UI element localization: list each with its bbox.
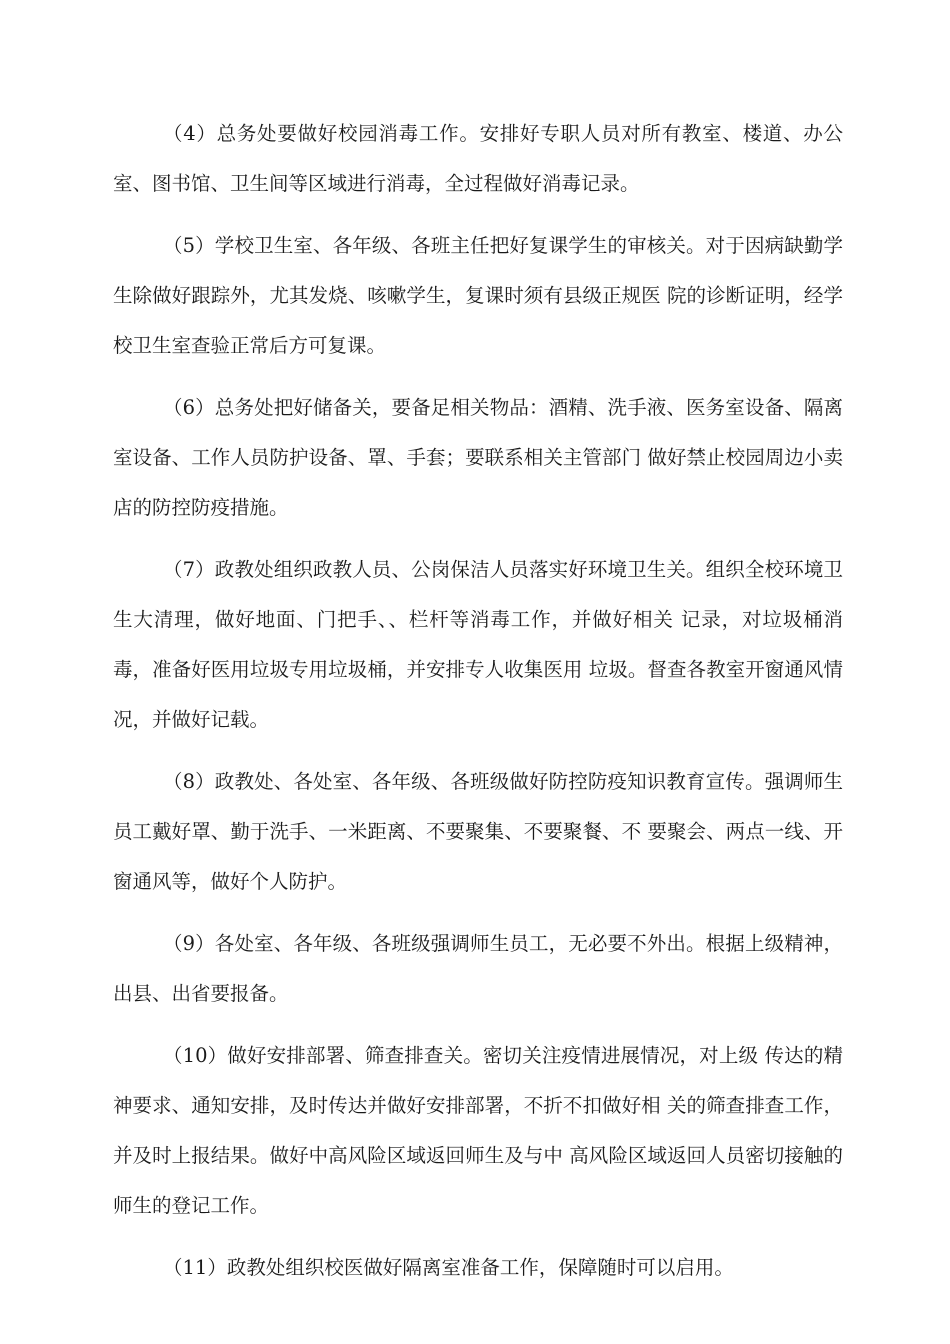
paragraph-item-4: （4）总务处要做好校园消毒工作。安排好专职人员对所有教室、楼道、办公室、图书馆、卫生间等区域进行消毒，全过程做好消毒记录。 [113,122,843,195]
document-body [113,109,843,1305]
paragraph-item-11: （11）政教处组织校医做好隔离室准备工作，保障随时可以启用。 [163,1256,734,1279]
paragraph-item-8: （8）政教处、各处室、各年级、各班级做好防控防疫知识教育宣传。强调师生员工戴好罩、勤于洗手、一米距离、不要聚集、不要聚餐、不 要聚会、两点一线、开窗通风等，做好个人防护。 [113,770,843,893]
paragraph-item-9: （9）各处室、各年级、各班级强调师生员工，无必要不外出。根据上级精神，出县、出省要报备。 [113,932,843,1005]
paragraph-item-7: （7）政教处组织政教人员、公岗保洁人员落实好环境卫生关。组织全校环境卫生大清理，做好地面、门把手、、栏杆等消毒工作，并做好相关 记录，对垃圾桶消毒，准备好医用垃圾专用垃圾桶，并安排专人收集医用 垃圾。督查各教室开窗通风情况，并做好记载。 [113,558,843,731]
paragraph-item-5: （5）学校卫生室、各年级、各班主任把好复课学生的审核关。对于因病缺勤学生除做好跟踪外，尤其发烧、咳嗽学生，复课时须有县级正规医 院的诊断证明，经学校卫生室查验正常后方可复课。 [113,234,843,357]
paragraph-item-10: （10）做好安排部署、筛查排查关。密切关注疫情进展情况，对上级 传达的精神要求、通知安排，及时传达并做好安排部署，不折不扣做好相 关的筛查排查工作，并及时上报结果。做好中高风险区域返回师生及与中 高风险区域返回人员密切接触的师生的登记工作。 [113,1044,843,1217]
paragraph-item-6: （6）总务处把好储备关，要备足相关物品：酒精、洗手液、医务室设备、隔离室设备、工作人员防护设备、罩、手套；要联系相关主管部门 做好禁止校园周边小卖店的防控防疫措施。 [113,396,843,519]
